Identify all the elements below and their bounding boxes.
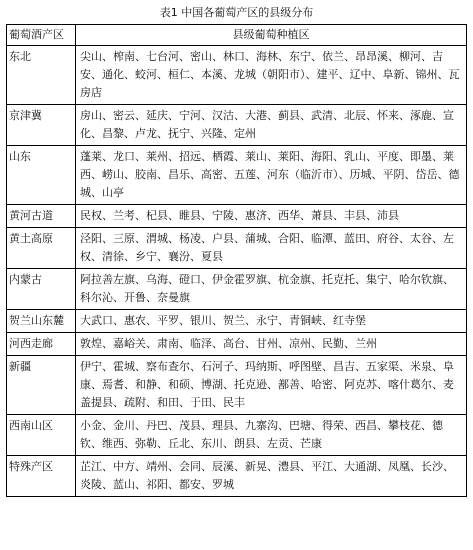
table-header-row [7, 25, 467, 46]
region-cell: 贺兰山东麓 [7, 310, 76, 333]
table-row [7, 333, 467, 356]
region-cell: 新疆 [7, 356, 76, 415]
region-cell: 京津冀 [7, 105, 76, 146]
counties-cell: 芷江、中方、靖州、会同、辰溪、新晃、澧县、平江、大通湖、凤凰、长沙、炎陵、蓝山、祁阳、都安、罗城 [76, 456, 467, 497]
header-region: 葡萄酒产区 [7, 25, 76, 46]
region-cell: 黄河古道 [7, 205, 76, 228]
counties-cell: 阿拉善左旗、乌海、磴口、伊金霍罗旗、杭金旗、托克托、集宁、哈尔钦旗、科尔沁、开鲁、奈曼旗 [76, 269, 467, 310]
table-row [7, 456, 467, 497]
table-row [7, 205, 467, 228]
region-cell: 内蒙古 [7, 269, 76, 310]
region-cell: 河西走廊 [7, 333, 76, 356]
counties-cell: 小金、金川、丹巴、茂县、理县、九寨沟、巴塘、得荣、西昌、攀枝花、德钦、维西、弥勒、丘北、东川、朗县、左贡、芒康 [76, 415, 467, 456]
counties-cell: 伊宁、霍城、察布查尔、石河子、玛纳斯、呼图壁、昌吉、五家渠、米泉、阜康、焉耆、和静、和硕、博湖、托克逊、鄯善、哈密、阿克苏、喀什葛尔、麦盖提县、疏附、和田、于田、民丰 [76, 356, 467, 415]
header-counties: 县级葡萄种植区 [76, 25, 467, 46]
table-row [7, 310, 467, 333]
table-row [7, 46, 467, 105]
table-row [7, 105, 467, 146]
table-row [7, 415, 467, 456]
region-cell: 西南山区 [7, 415, 76, 456]
region-cell: 东北 [7, 46, 76, 105]
counties-cell: 敦煌、嘉峪关、肃南、临泽、高台、甘州、凉州、民勤、兰州 [76, 333, 467, 356]
table-row [7, 146, 467, 205]
region-cell: 黄土高原 [7, 228, 76, 269]
table-row [7, 356, 467, 415]
vineyard-distribution-table [6, 24, 467, 497]
table-caption: 表1 中国各葡萄产区的县级分布 [159, 6, 314, 19]
table-row [7, 269, 467, 310]
counties-cell: 房山、密云、延庆、宁河、汉沽、大港、蓟县、武清、北辰、怀来、涿鹿、宣化、昌黎、卢龙、抚宁、兴隆、定州 [76, 105, 467, 146]
counties-cell: 大武口、惠农、平罗、银川、贺兰、永宁、青铜峡、红寺堡 [76, 310, 467, 333]
table-row [7, 228, 467, 269]
counties-cell: 尖山、榨南、七台河、密山、林口、海林、东宁、依兰、昂昂溪、柳河、吉安、通化、蛟河、桓仁、本溪、龙城（朝阳市）、建平、辽中、阜新、锦州、瓦房店 [76, 46, 467, 105]
counties-cell: 民权、兰考、杞县、睢县、宁陵、惠济、西华、萧县、丰县、沛县 [76, 205, 467, 228]
region-cell: 特殊产区 [7, 456, 76, 497]
counties-cell: 泾阳、三原、渭城、杨凌、户县、蒲城、合阳、临潭、蓝田、府谷、太谷、左权、清徐、乡宁、襄汾、夏县 [76, 228, 467, 269]
counties-cell: 蓬莱、龙口、莱州、招远、栖霞、莱山、莱阳、海阳、乳山、平度、即墨、莱西、崂山、胶南、昌乐、高密、五莲、河东（临沂市）、历城、平阴、岱岳、德城、山亭 [76, 146, 467, 205]
region-cell: 山东 [7, 146, 76, 205]
